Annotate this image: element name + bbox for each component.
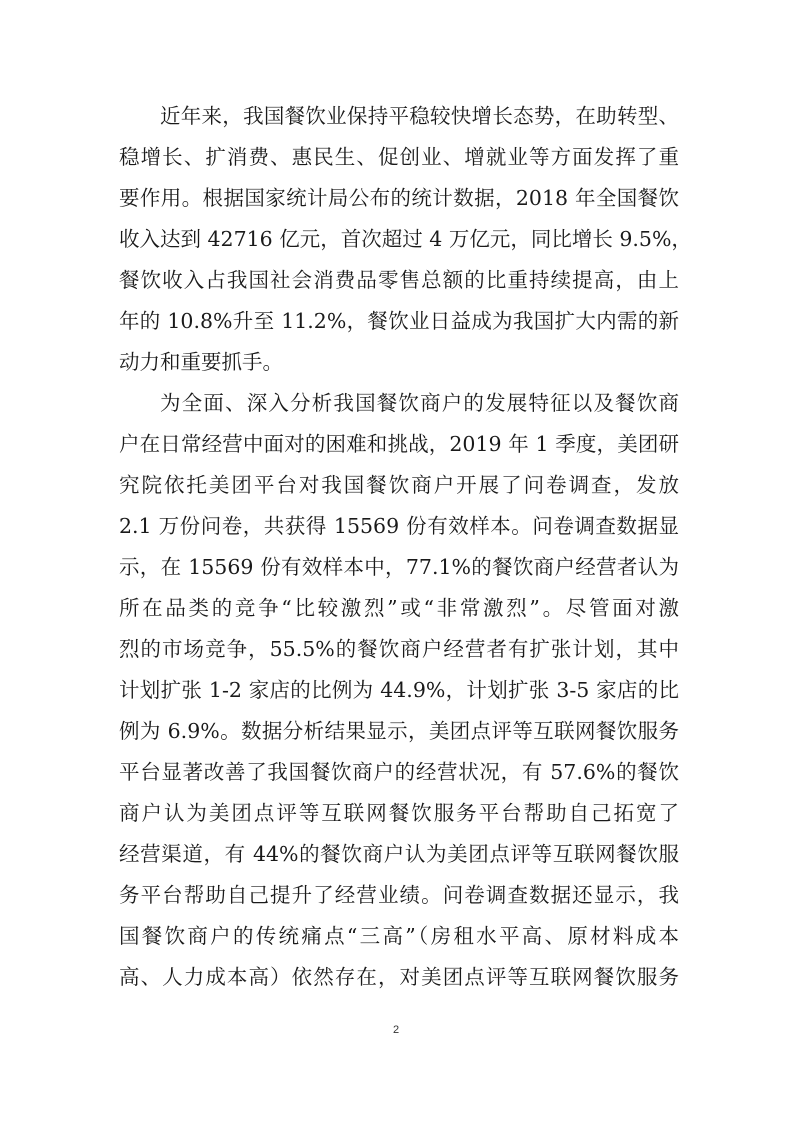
paragraph-line: 烈的市场竞争，55.5%的餐饮商户经营者有扩张计划，其中 xyxy=(119,637,679,661)
paragraph-line: 稳增长、扩消费、惠民生、促创业、增就业等方面发挥了重 xyxy=(119,145,679,169)
paragraph-line: 为全面、深入分析我国餐饮商户的发展特征以及餐饮商 xyxy=(160,391,679,415)
paragraph-line: 计划扩张 1-2 家店的比例为 44.9%，计划扩张 3-5 家店的比 xyxy=(119,678,679,702)
paragraph-line: 户在日常经营中面对的困难和挑战，2019 年 1 季度，美团研 xyxy=(119,432,679,456)
paragraph-line: 商户认为美团点评等互联网餐饮服务平台帮助自己拓宽了 xyxy=(119,801,679,825)
paragraph-line: 示，在 15569 份有效样本中，77.1%的餐饮商户经营者认为 xyxy=(119,555,679,579)
paragraph-line: 所在品类的竞争“比较激烈”或“非常激烈”。尽管面对激 xyxy=(119,596,679,620)
paragraph-line: 例为 6.9%。数据分析结果显示，美团点评等互联网餐饮服务 xyxy=(119,719,679,743)
paragraph-line: 近年来，我国餐饮业保持平稳较快增长态势，在助转型、 xyxy=(160,104,679,128)
paragraph-line: 务平台帮助自己提升了经营业绩。问卷调查数据还显示，我 xyxy=(119,883,679,907)
paragraph-line: 高、人力成本高）依然存在，对美团点评等互联网餐饮服务 xyxy=(119,965,679,989)
paragraph-line: 究院依托美团平台对我国餐饮商户开展了问卷调查，发放 xyxy=(119,473,679,497)
paragraph-line: 平台显著改善了我国餐饮商户的经营状况，有 57.6%的餐饮 xyxy=(119,760,679,784)
paragraph-line: 经营渠道，有 44%的餐饮商户认为美团点评等互联网餐饮服 xyxy=(119,842,679,866)
paragraph-line: 收入达到 42716 亿元，首次超过 4 万亿元，同比增长 9.5%， xyxy=(119,227,692,251)
paragraph-line: 要作用。根据国家统计局公布的统计数据，2018 年全国餐饮 xyxy=(119,186,679,210)
paragraph-line: 年的 10.8%升至 11.2%，餐饮业日益成为我国扩大内需的新 xyxy=(119,309,679,333)
paragraph-line: 2.1 万份问卷，共获得 15569 份有效样本。问卷调查数据显 xyxy=(119,514,679,538)
paragraph-line: 动力和重要抓手。 xyxy=(119,350,283,374)
paragraph-line: 国餐饮商户的传统痛点“三高”（房租水平高、原材料成本 xyxy=(119,924,679,948)
page-number: 2 xyxy=(392,1024,400,1036)
paragraph-line: 餐饮收入占我国社会消费品零售总额的比重持续提高，由上 xyxy=(119,268,679,292)
